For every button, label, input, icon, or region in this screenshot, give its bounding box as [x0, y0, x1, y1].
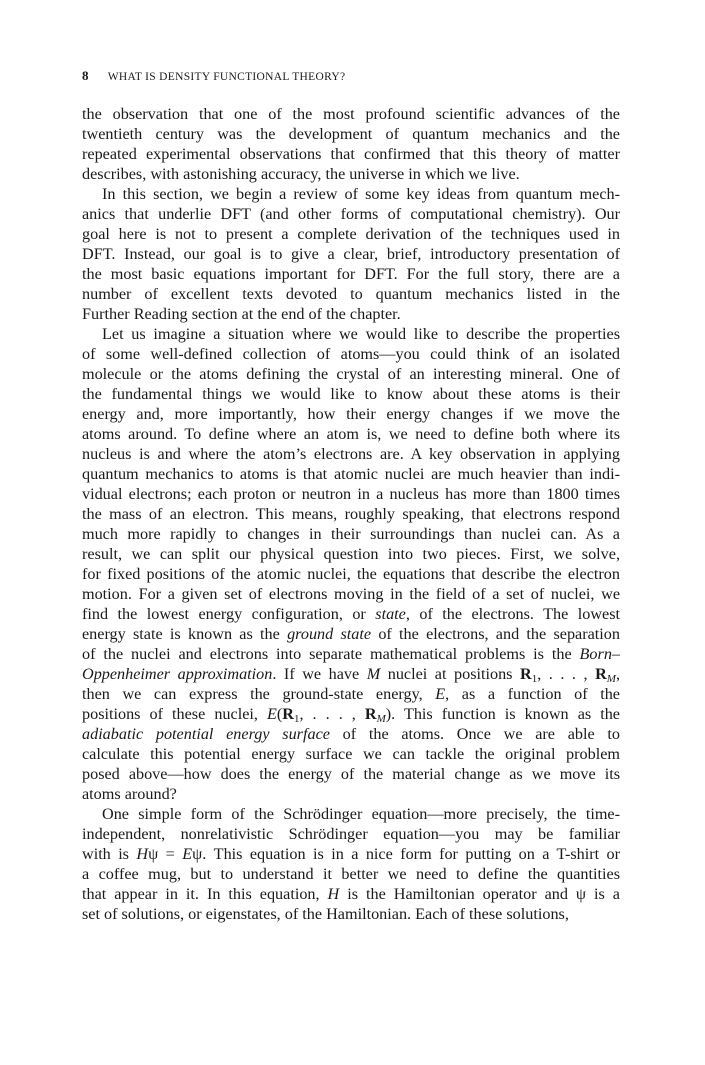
- text-line: [82, 904, 620, 924]
- text-segment: number of excellent texts devoted to quantum mechanics listed in the: [82, 285, 620, 303]
- text-line: [82, 744, 620, 764]
- text-line: [82, 564, 620, 584]
- text-segment: atoms around. To define where an atom is, we need to define both where its: [82, 425, 620, 443]
- text-segment: repeated experimental observations that confirmed that this theory of matter: [82, 145, 620, 163]
- text-segment: positions of these nuclei,: [82, 705, 267, 723]
- text-segment: the fundamental things we would like to know about these atoms is their: [82, 385, 620, 403]
- text-line: [82, 284, 620, 304]
- text-line: [82, 664, 620, 684]
- text-segment: molecule or the atoms defining the crystal of an interesting mineral. One of: [82, 365, 620, 383]
- text-line: [82, 304, 620, 324]
- text-segment: result, we can split our physical question into two pieces. First, we solve,: [82, 545, 620, 563]
- text-segment: ). This function is known as the: [385, 705, 620, 723]
- text-segment: that appear in it. In this equation,: [82, 885, 328, 903]
- text-segment: independent, nonrelativistic Schrödinger equation—you may be familiar: [82, 825, 620, 843]
- text-segment: 1: [531, 673, 538, 685]
- text-line: [82, 124, 620, 144]
- text-line: [82, 444, 620, 464]
- text-segment: , . . . ,: [537, 665, 596, 683]
- text-line: [82, 724, 620, 744]
- text-segment: M: [376, 713, 386, 725]
- text-line: [82, 684, 620, 704]
- text-segment: ψ. This equation is in a nice form for putting on a T-shirt or: [192, 845, 621, 863]
- text-line: [82, 764, 620, 784]
- text-segment: quantum mechanics to atoms is that atomic nuclei are much heavier than indi-: [82, 465, 620, 483]
- text-segment: is the Hamiltonian operator and ψ is a: [339, 885, 620, 903]
- text-segment: M: [366, 665, 381, 683]
- text-line: [82, 264, 620, 284]
- text-segment: . If we have: [272, 665, 367, 683]
- text-segment: One simple form of the Schrödinger equation—more precisely, the time-: [102, 805, 620, 823]
- text-segment: , as a function of the: [445, 685, 620, 703]
- text-segment: ψ =: [148, 845, 183, 863]
- text-segment: for fixed positions of the atomic nuclei, the equations that describe the electron: [82, 565, 620, 583]
- text-segment: describes, with astonishing accuracy, the universe in which we live.: [82, 165, 520, 183]
- text-line: [82, 144, 620, 164]
- text-segment: vidual electrons; each proton or neutron in a nucleus has more than 1800 times: [82, 485, 620, 503]
- text-segment: nucleus is and where the atom’s electrons are. A key observation in applying: [82, 445, 620, 463]
- text-segment: anics that underlie DFT (and other forms of computational chemistry). Our: [82, 205, 620, 223]
- text-segment: with is: [82, 845, 137, 863]
- text-segment: , of the electrons. The lowest: [405, 605, 620, 623]
- text-segment: 1: [293, 713, 300, 725]
- text-segment: Further Reading section at the end of the chapter.: [82, 305, 401, 323]
- text-segment: state: [375, 605, 406, 623]
- text-segment: Let us imagine a situation where we would like to describe the properties: [102, 325, 620, 343]
- text-segment: In this section, we begin a review of some key ideas from quantum mech-: [102, 185, 620, 203]
- text-line: [82, 824, 620, 844]
- text-segment: DFT. Instead, our goal is to give a clear, brief, introductory presentation of: [82, 245, 620, 263]
- text-segment: of the atoms. Once we are able to: [329, 725, 620, 743]
- text-segment: H: [327, 885, 340, 903]
- text-segment: Oppenheimer approximation: [82, 665, 273, 683]
- text-segment: of the nuclei and electrons into separate mathematical problems is the: [82, 645, 580, 663]
- text-segment: calculate this potential energy surface we can tackle the original problem: [82, 745, 620, 763]
- text-segment: the most basic equations important for DFT. For the full story, there are a: [82, 265, 620, 283]
- text-segment: E: [435, 685, 446, 703]
- text-segment: M: [606, 673, 616, 685]
- text-line: [82, 864, 620, 884]
- text-line: [82, 584, 620, 604]
- text-segment: adiabatic potential energy surface: [82, 725, 330, 743]
- text-segment: R: [282, 705, 294, 723]
- text-line: [82, 404, 620, 424]
- text-line: [82, 104, 620, 124]
- text-segment: energy and, more importantly, how their energy changes if we move the: [82, 405, 620, 423]
- text-line: [82, 624, 620, 644]
- text-line: [82, 884, 620, 904]
- text-segment: (: [276, 705, 283, 723]
- text-line: [82, 344, 620, 364]
- text-segment: goal here is not to present a complete derivation of the techniques used in: [82, 225, 620, 243]
- text-segment: of the electrons, and the separation: [371, 625, 620, 643]
- text-line: [82, 704, 620, 724]
- text-line: [82, 644, 620, 664]
- text-segment: , . . . ,: [299, 705, 365, 723]
- text-segment: atoms around?: [82, 785, 177, 803]
- body-text: [82, 104, 620, 924]
- text-segment: R: [595, 665, 607, 683]
- text-line: [82, 464, 620, 484]
- text-line: [82, 384, 620, 404]
- text-segment: E: [182, 845, 193, 863]
- text-segment: twentieth century was the development of quantum mechanics and the: [82, 125, 620, 143]
- text-segment: R: [364, 705, 377, 723]
- text-segment: ground state: [287, 625, 372, 643]
- text-line: [82, 184, 620, 204]
- text-line: [82, 204, 620, 224]
- text-segment: motion. For a given set of electrons moving in the field of a set of nuclei, we: [82, 585, 620, 603]
- text-segment: a coffee mug, but to understand it better we need to define the quantities: [82, 865, 620, 883]
- text-line: [82, 604, 620, 624]
- text-segment: R: [520, 665, 532, 683]
- text-line: [82, 424, 620, 444]
- page-number: 8: [82, 68, 89, 83]
- text-segment: set of solutions, or eigenstates, of the Hamiltonian. Each of these solutions,: [82, 905, 569, 923]
- text-segment: then we can express the ground-state energy,: [82, 685, 436, 703]
- text-line: [82, 504, 620, 524]
- running-head: [82, 68, 345, 84]
- text-segment: of some well-defined collection of atoms—you could think of an isolated: [82, 345, 620, 363]
- text-segment: find the lowest energy configuration, or: [82, 605, 376, 623]
- text-segment: ,: [615, 665, 620, 683]
- text-line: [82, 364, 620, 384]
- text-segment: the mass of an electron. This means, roughly speaking, that electrons respond: [82, 505, 620, 523]
- text-segment: nuclei at positions: [380, 665, 521, 683]
- text-line: [82, 164, 620, 184]
- running-title: WHAT IS DENSITY FUNCTIONAL THEORY?: [107, 71, 346, 83]
- text-segment: energy state is known as the: [82, 625, 288, 643]
- text-line: [82, 524, 620, 544]
- text-segment: H: [136, 845, 149, 863]
- text-line: [82, 324, 620, 344]
- text-segment: the observation that one of the most profound scientific advances of the: [82, 105, 620, 123]
- text-segment: much more rapidly to changes in their surroundings than nuclei can. As a: [82, 525, 620, 543]
- text-segment: E: [266, 705, 277, 723]
- text-line: [82, 844, 620, 864]
- text-line: [82, 784, 620, 804]
- text-line: [82, 804, 620, 824]
- text-segment: Born–: [579, 645, 620, 663]
- text-line: [82, 484, 620, 504]
- text-line: [82, 244, 620, 264]
- text-line: [82, 224, 620, 244]
- text-line: [82, 544, 620, 564]
- text-segment: posed above—how does the energy of the material change as we move its: [82, 765, 620, 783]
